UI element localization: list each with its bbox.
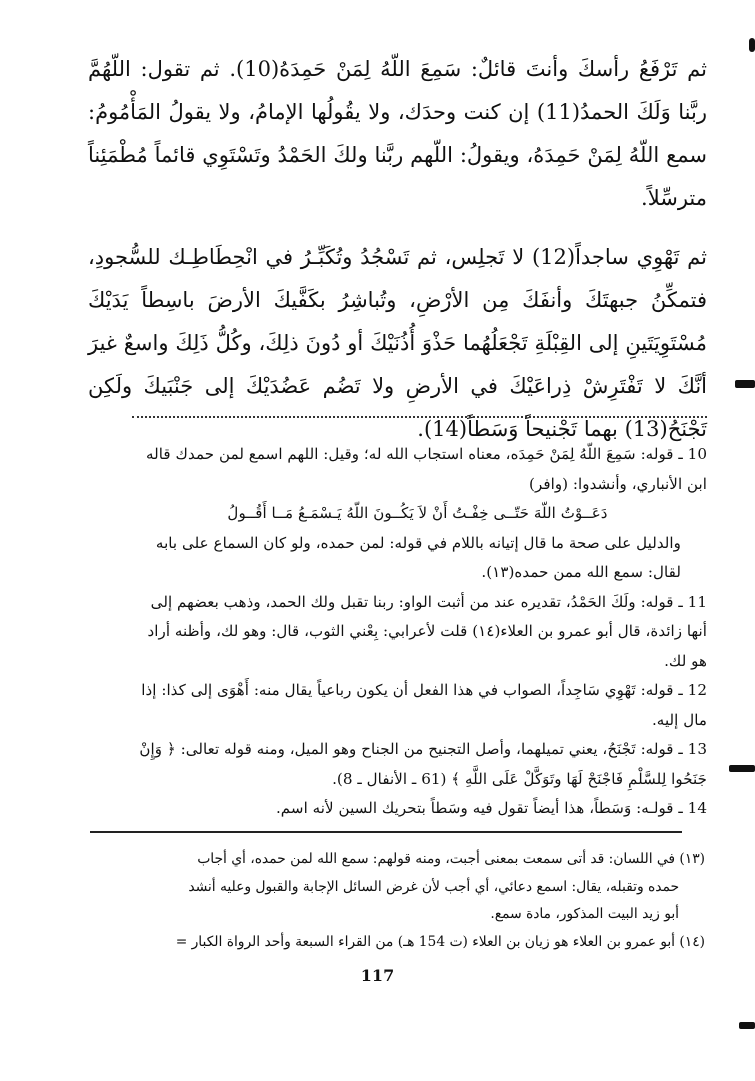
scan-mark xyxy=(729,765,755,772)
scan-mark xyxy=(735,380,755,388)
dotted-separator xyxy=(132,416,707,418)
note-10: 10 ـ قوله: سَمِعَ اللّهُ لِمَنْ حَمِدَه، معناه استجاب الله له؛ وقيل: اللهم اسمع لمن حمدك قاله ابن الأنباري، وأنشدوا: (وافر) xyxy=(146,445,707,493)
footnotes xyxy=(88,846,705,956)
note-11: 11 ـ قوله: ولَكَ الحَمْدُ، تقديره عند من أثبت الواو: ربنا تقبل ولك الحمد، وذهب بعضهم إلى أنها زائدة، قال أبو عمرو بن العلاء(١٤) قلت لأعرابي: بِعْني الثوب، قال: وهو لك، وأظنه أراد هو لك. xyxy=(147,592,707,670)
note-13: 13 ـ قوله: تَجْنَحُ، يعني تميلهما، وأصل التجنيح من الجناح وهو الميل، ومنه قوله تعالى: ﴿ وَإِنْ جَنَحُوا لِلسَّلْمِ فَاجْنَحْ لَهَا وتَوَكَّلْ عَلَى اللَّهِ ﴾ (61 ـ الأنفال ـ 8). xyxy=(139,740,707,788)
main-paragraph: ثم تَرْفَعُ رأسكَ وأنتَ قائلٌ: سَمِعَ اللّهُ لِمَنْ حَمِدَهُ(10). ثم تقول: اللّهُمَّ ربَّنا وَلَكَ الحمدُ(11) إن كنت وحدَك، ولا يقُولُها الإمامُ، ولا يقولُ المَأْمُومُ: سمع اللّهُ لِمَنْ حَمِدَهُ، ويقولُ: اللّهم ربَّنا ولكَ الحَمْدُ وتَسْتَوِي قائماً مُطْمَئِناً مترسِّلاً. xyxy=(88,57,707,210)
main-paragraph: ثم تَهْوِي ساجداً(12) لا تَجلِس، ثم تَسْجُدُ وتُكَبِّـرُ في انْحِطَاطِـك للسُّجودِ، فتمكِّنُ جبهتَكَ وأنفَكَ مِن الأرْضِ، وتُباشِرُ بكَفَّيكَ الأرضَ باسِطاً يَدَيْكَ مُسْتَوِيَتَينِ إلى القِبْلَةِ تَجْعَلُهُما حَذْوَ أُذُنَيْكَ أو دُونَ ذلِكَ، وكُلُّ ذَلِكَ واسعٌ غيرَ أنَّكَ لا تَفْتَرِشْ ذِراعَيْكَ في الأرضِ ولا تَضُم عَضُدَيْكَ إلى جَنْبَيكَ ولَكِن تَجْنَحُ(13) بهما تَجْنيحاً وَسَطاً(14). xyxy=(88,245,707,441)
scan-mark xyxy=(739,1022,755,1029)
footnote-13-line-2: حمده وتقبله، يقال: اسمع دعائي، أي أجب لأن غرض السائل الإجابة والقبول وعليه أنشد xyxy=(188,878,679,895)
footnote-13: (١٣) في اللسان: قد أتى سمعت بمعنى أجبت، ومنه قولهم: سمع الله لمن حمده، أي أجاب xyxy=(197,851,705,867)
page-number: 117 xyxy=(360,966,395,985)
footnote-14: (١٤) أبو عمرو بن العلاء هو زيان بن العلاء (ت 154 هـ) من القراء السبعة وأحد الرواة الكبار = xyxy=(175,933,705,950)
poetry-verse: دَعَــوْتُ اللّهَ حَتّــى خِفْـتُ أَنْ لاَ يَكُــونَ اللّهُ يَـسْمَـعُ مَــا أَقُــولُ xyxy=(227,504,608,522)
scan-mark xyxy=(749,38,755,52)
footnote-rule xyxy=(90,831,682,833)
main-text xyxy=(88,48,707,451)
commentary-notes xyxy=(128,440,707,824)
note-10-continued: والدليل على صحة ما قال إتيانه باللام في قوله: لمن حمده، ولو كان السماع على بابه لقال: سمع الله ممن حمده(١٣). xyxy=(155,533,681,581)
footnote-13-line-3: أبو زيد البيت المذكور، مادة سمع. xyxy=(490,906,679,922)
note-12: 12 ـ قوله: تَهْوِي سَاجِداً، الصواب في هذا الفعل أن يكون رباعياً يقال منه: أَهْوَى إلى كذا: إذا مال إليه. xyxy=(141,681,707,729)
note-14: 14 ـ قولـه: وَسَطاً، هذا أيضاً تقول فيه وسَطاً بتحريك السين لأنه اسم. xyxy=(275,799,707,817)
